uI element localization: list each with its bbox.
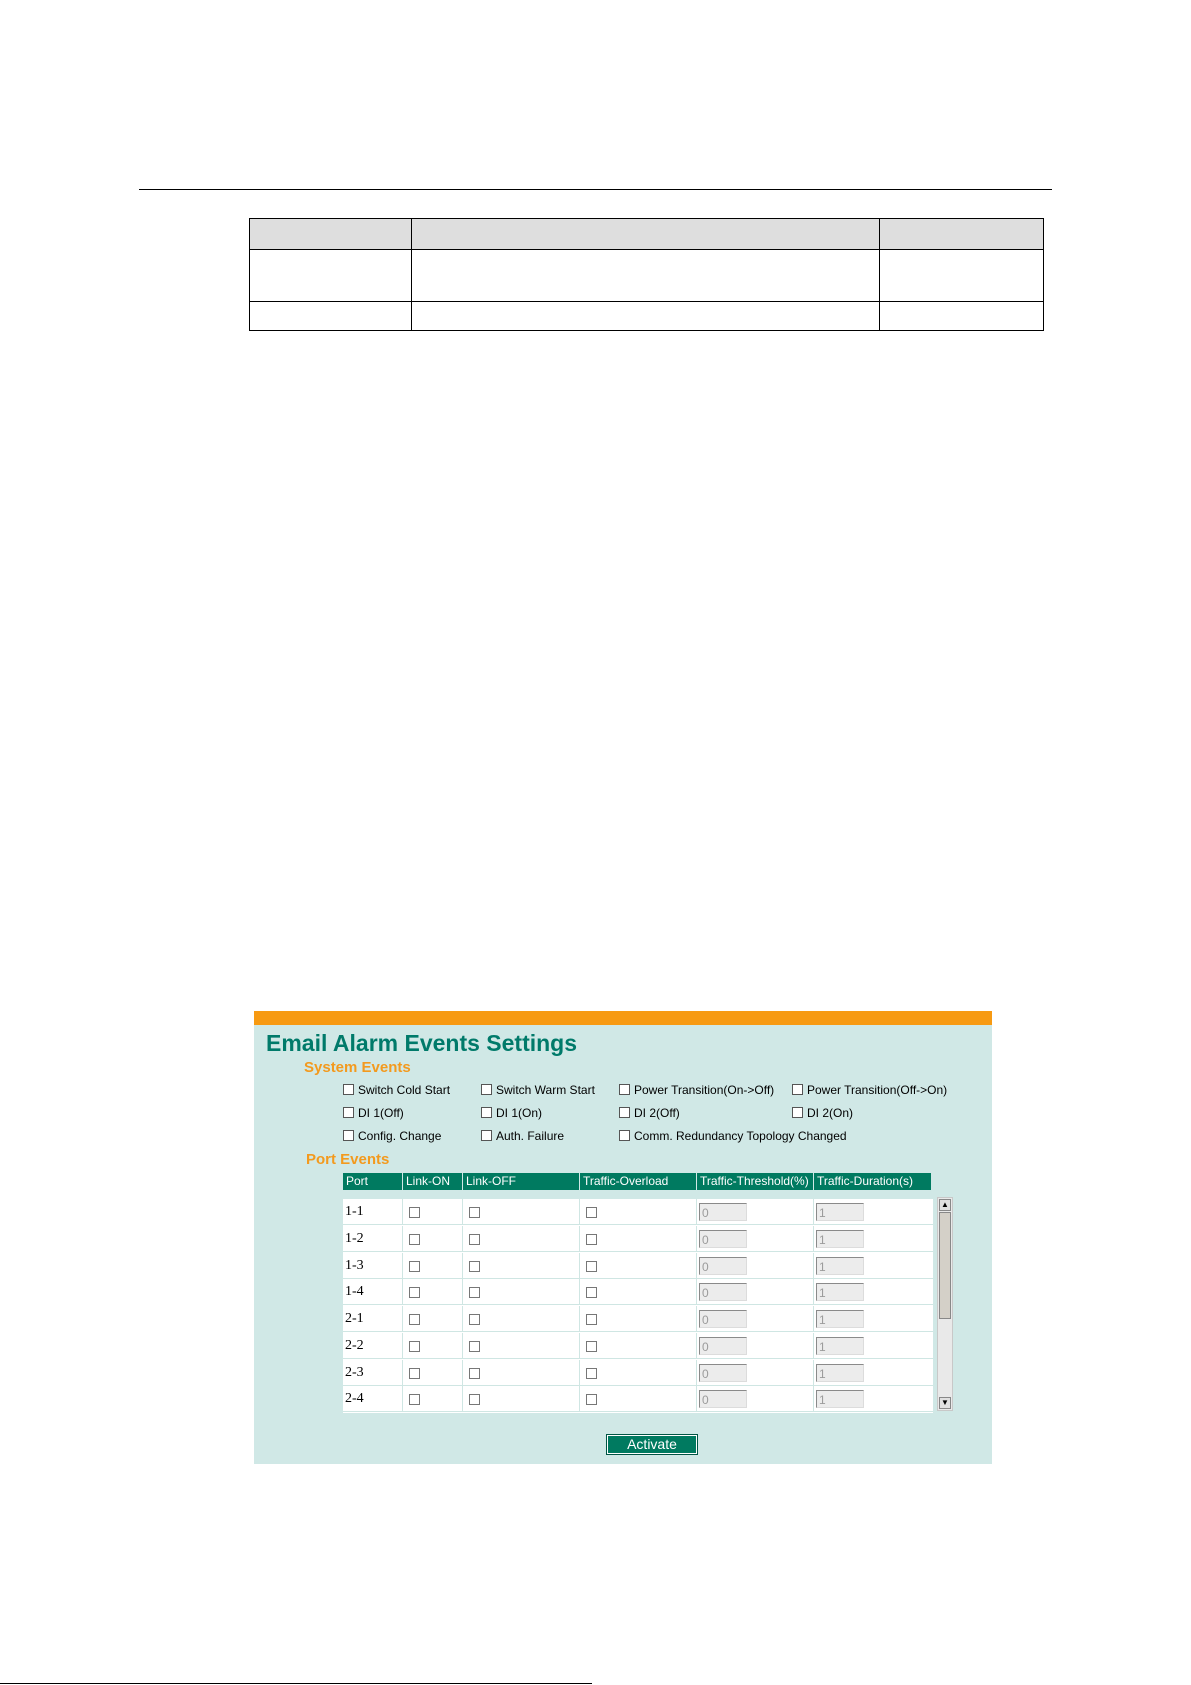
port-id: 1-2	[343, 1226, 403, 1252]
column-header-link-off: Link-OFF	[463, 1173, 579, 1190]
document-table-cell	[880, 302, 1044, 331]
traffic-threshold-input[interactable]: 0	[699, 1257, 747, 1275]
column-header-port: Port	[343, 1173, 402, 1190]
link-on-cell	[403, 1333, 463, 1359]
footer-rule	[0, 1683, 592, 1684]
system-event-label: Switch Warm Start	[496, 1083, 595, 1097]
traffic-overload-cell	[580, 1226, 697, 1252]
panel-title: Email Alarm Events Settings	[266, 1030, 578, 1056]
traffic-overload-checkbox[interactable]	[586, 1368, 597, 1379]
system-event-power-off-on[interactable]	[792, 1083, 947, 1097]
traffic-threshold-input[interactable]: 0	[699, 1310, 747, 1328]
document-table-cell	[412, 219, 880, 250]
system-event-di1-off[interactable]	[343, 1106, 404, 1120]
traffic-overload-cell	[580, 1306, 697, 1332]
threshold-cell	[697, 1279, 814, 1305]
traffic-duration-input[interactable]: 1	[816, 1203, 864, 1221]
checkbox[interactable]	[619, 1084, 630, 1095]
link-on-checkbox[interactable]	[409, 1394, 420, 1405]
header-rule	[139, 189, 1052, 190]
link-on-cell	[403, 1279, 463, 1305]
traffic-threshold-input[interactable]: 0	[699, 1390, 747, 1408]
port-id: 1-4	[343, 1279, 403, 1305]
link-on-cell	[403, 1386, 463, 1412]
duration-cell	[814, 1360, 933, 1386]
port-rows	[343, 1199, 933, 1413]
port-events-title: Port Events	[306, 1151, 390, 1168]
port-id: 1-3	[343, 1253, 403, 1279]
traffic-overload-cell	[580, 1360, 697, 1386]
column-header-traffic-threshold: Traffic-Threshold(%)	[697, 1173, 813, 1190]
link-off-checkbox[interactable]	[469, 1207, 480, 1218]
link-off-checkbox[interactable]	[469, 1341, 480, 1352]
duration-cell	[814, 1386, 933, 1412]
column-header-traffic-duration: Traffic-Duration(s)	[814, 1173, 931, 1190]
link-off-checkbox[interactable]	[469, 1287, 480, 1298]
port-id: 2-3	[343, 1360, 403, 1386]
duration-cell	[814, 1306, 933, 1332]
traffic-overload-checkbox[interactable]	[586, 1314, 597, 1325]
system-events-title: System Events	[304, 1059, 411, 1076]
system-event-label: Power Transition(Off->On)	[807, 1083, 948, 1097]
system-event-switch-warm-start[interactable]	[481, 1083, 595, 1097]
scrollbar-thumb[interactable]	[939, 1212, 951, 1319]
port-id: 1-1	[343, 1199, 403, 1225]
link-off-checkbox[interactable]	[469, 1368, 480, 1379]
threshold-cell	[697, 1306, 814, 1332]
table-row	[343, 1279, 933, 1305]
document-table-row	[250, 250, 1044, 302]
traffic-duration-input[interactable]: 1	[816, 1257, 864, 1275]
link-on-checkbox[interactable]	[409, 1368, 420, 1379]
duration-cell	[814, 1279, 933, 1305]
link-on-cell	[403, 1226, 463, 1252]
table-row	[343, 1360, 933, 1386]
traffic-overload-cell	[580, 1279, 697, 1305]
table-row	[343, 1333, 933, 1359]
link-on-checkbox[interactable]	[409, 1207, 420, 1218]
link-off-cell	[463, 1306, 580, 1332]
traffic-threshold-input[interactable]: 0	[699, 1283, 747, 1301]
activate-button[interactable]: Activate	[607, 1435, 697, 1454]
checkbox[interactable]	[481, 1130, 492, 1141]
traffic-duration-input[interactable]: 1	[816, 1337, 864, 1355]
link-off-cell	[463, 1333, 580, 1359]
system-event-topology-changed[interactable]	[619, 1129, 847, 1143]
table-row	[343, 1306, 933, 1332]
checkbox[interactable]	[619, 1130, 630, 1141]
traffic-threshold-input[interactable]: 0	[699, 1203, 747, 1221]
system-event-label: Auth. Failure	[496, 1129, 565, 1143]
link-off-cell	[463, 1253, 580, 1279]
checkbox[interactable]	[792, 1107, 803, 1118]
traffic-duration-input[interactable]: 1	[816, 1283, 864, 1301]
duration-cell	[814, 1333, 933, 1359]
system-event-label: Power Transition(On->Off)	[634, 1083, 775, 1097]
system-event-di2-off[interactable]	[619, 1106, 680, 1120]
system-event-label: Switch Cold Start	[358, 1083, 451, 1097]
traffic-duration-input[interactable]: 1	[816, 1230, 864, 1248]
table-row	[343, 1386, 933, 1412]
link-on-checkbox[interactable]	[409, 1234, 420, 1245]
system-event-label: DI 2(On)	[807, 1106, 854, 1120]
system-event-label: Config. Change	[358, 1129, 442, 1143]
system-event-di2-on[interactable]	[792, 1106, 853, 1120]
traffic-overload-checkbox[interactable]	[586, 1207, 597, 1218]
traffic-overload-cell	[580, 1333, 697, 1359]
threshold-cell	[697, 1386, 814, 1412]
link-off-cell	[463, 1386, 580, 1412]
checkbox[interactable]	[792, 1084, 803, 1095]
link-on-cell	[403, 1306, 463, 1332]
document-table	[249, 218, 1044, 331]
traffic-overload-checkbox[interactable]	[586, 1287, 597, 1298]
document-table-cell	[412, 250, 880, 302]
threshold-cell	[697, 1333, 814, 1359]
link-off-checkbox[interactable]	[469, 1261, 480, 1272]
threshold-cell	[697, 1226, 814, 1252]
traffic-duration-input[interactable]: 1	[816, 1390, 864, 1408]
threshold-cell	[697, 1360, 814, 1386]
system-event-label: DI 1(On)	[496, 1106, 543, 1120]
document-table-cell	[880, 250, 1044, 302]
table-row	[343, 1199, 933, 1225]
system-event-label: DI 2(Off)	[634, 1106, 680, 1120]
document-table-row	[250, 302, 1044, 331]
panel-accent-bar	[254, 1011, 992, 1025]
duration-cell	[814, 1226, 933, 1252]
traffic-threshold-input[interactable]: 0	[699, 1230, 747, 1248]
scroll-up-arrow-icon[interactable]: ▲	[939, 1199, 951, 1211]
checkbox[interactable]	[619, 1107, 630, 1118]
traffic-overload-cell	[580, 1199, 697, 1225]
table-row	[343, 1253, 933, 1279]
link-off-checkbox[interactable]	[469, 1314, 480, 1325]
system-event-label: Comm. Redundancy Topology Changed	[634, 1129, 847, 1143]
traffic-overload-cell	[580, 1386, 697, 1412]
system-event-di1-on[interactable]	[481, 1106, 542, 1120]
traffic-duration-input[interactable]: 1	[816, 1364, 864, 1382]
checkbox[interactable]	[343, 1130, 354, 1141]
document-table-cell	[250, 302, 412, 331]
system-event-auth-failure[interactable]	[481, 1129, 564, 1143]
link-on-checkbox[interactable]	[409, 1261, 420, 1272]
document-table-cell	[412, 302, 880, 331]
link-on-cell	[403, 1360, 463, 1386]
port-id: 2-4	[343, 1386, 403, 1412]
traffic-threshold-input[interactable]: 0	[699, 1337, 747, 1355]
link-off-checkbox[interactable]	[469, 1394, 480, 1405]
port-table-scrollbar[interactable]	[937, 1197, 953, 1411]
duration-cell	[814, 1253, 933, 1279]
traffic-overload-checkbox[interactable]	[586, 1341, 597, 1352]
checkbox[interactable]	[343, 1107, 354, 1118]
document-table-cell	[250, 219, 412, 250]
link-off-cell	[463, 1279, 580, 1305]
link-off-cell	[463, 1226, 580, 1252]
email-alarm-panel	[254, 1011, 992, 1464]
link-off-cell	[463, 1360, 580, 1386]
port-id: 2-2	[343, 1333, 403, 1359]
link-on-checkbox[interactable]	[409, 1287, 420, 1298]
system-event-switch-cold-start[interactable]	[343, 1083, 450, 1097]
system-event-label: DI 1(Off)	[358, 1106, 404, 1120]
table-row	[343, 1226, 933, 1252]
checkbox[interactable]	[481, 1084, 492, 1095]
document-table-cell	[250, 250, 412, 302]
port-id: 2-1	[343, 1306, 403, 1332]
traffic-overload-checkbox[interactable]	[586, 1261, 597, 1272]
threshold-cell	[697, 1199, 814, 1225]
system-event-power-on-off[interactable]	[619, 1083, 774, 1097]
link-on-checkbox[interactable]	[409, 1314, 420, 1325]
document-table-header-row	[250, 219, 1044, 250]
link-off-checkbox[interactable]	[469, 1234, 480, 1245]
scroll-down-arrow-icon[interactable]: ▼	[939, 1397, 951, 1409]
threshold-cell	[697, 1253, 814, 1279]
link-on-cell	[403, 1199, 463, 1225]
checkbox[interactable]	[481, 1107, 492, 1118]
system-event-config-change[interactable]	[343, 1129, 441, 1143]
link-off-cell	[463, 1199, 580, 1225]
traffic-overload-checkbox[interactable]	[586, 1394, 597, 1405]
traffic-duration-input[interactable]: 1	[816, 1310, 864, 1328]
document-table-cell	[880, 219, 1044, 250]
traffic-threshold-input[interactable]: 0	[699, 1364, 747, 1382]
checkbox[interactable]	[343, 1084, 354, 1095]
duration-cell	[814, 1199, 933, 1225]
column-header-link-on: Link-ON	[403, 1173, 462, 1190]
link-on-checkbox[interactable]	[409, 1341, 420, 1352]
column-header-traffic-overload: Traffic-Overload	[580, 1173, 696, 1190]
traffic-overload-cell	[580, 1253, 697, 1279]
link-on-cell	[403, 1253, 463, 1279]
traffic-overload-checkbox[interactable]	[586, 1234, 597, 1245]
